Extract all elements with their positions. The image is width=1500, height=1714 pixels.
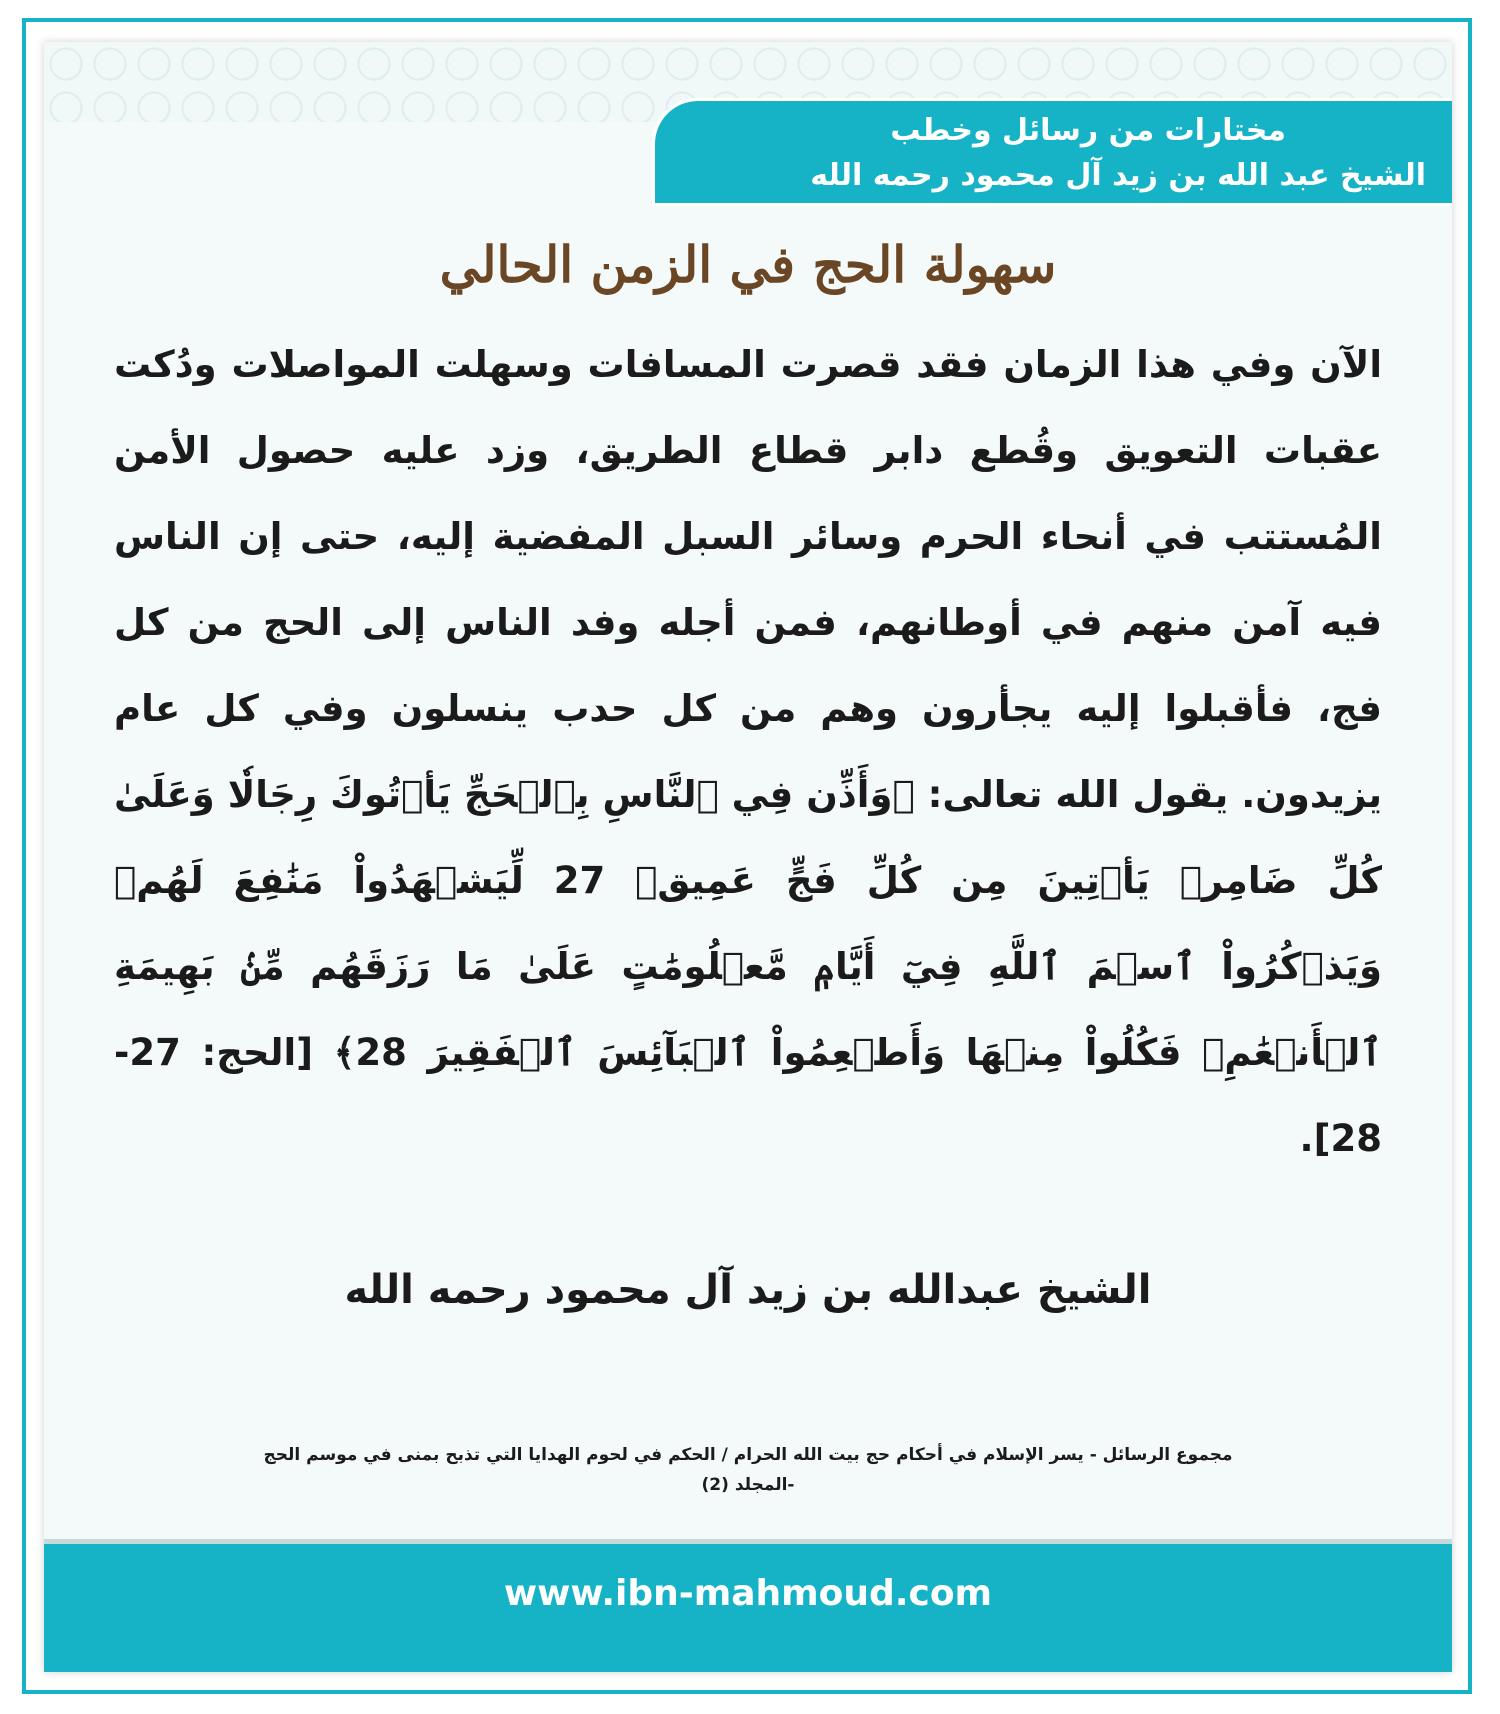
author-signature: الشيخ عبدالله بن زيد آل محمود رحمه الله	[344, 1267, 1152, 1313]
website-link[interactable]: www.ibn-mahmoud.com	[503, 1573, 993, 1614]
footer-bar	[44, 1544, 1452, 1672]
page-title: سهولة الحج في الزمن الحالي	[439, 235, 1057, 294]
series-title: مختارات من رسائل وخطب	[890, 113, 1286, 148]
source-line-2: -المجلد (2)	[701, 1475, 795, 1495]
content-card	[44, 42, 1452, 1672]
source-citation	[134, 1440, 1362, 1500]
body-paragraph: الآن وفي هذا الزمان فقد قصرت المسافات وسهلت المواصلات ودُكت عقبات التعويق وقُطع دابر قطاع الطريق، وزد عليه حصول الأمن المُستتب في أنحاء الحرم وسائر السبل المفضية إليه، حتى إن الناس فيه آمن منهم في أوطانهم، فمن أجله وفد الناس إلى الحج من كل فج، فأقبلوا إليه يجأرون وهم من كل حدب ينسلون وفي كل عام يزيدون. يقول الله تعالى: ﴿وَأَذِّن فِي ٱلنَّاسِ بِٱلۡحَجِّ يَأۡتُوكَ رِجَالٗا وَعَلَىٰ كُلِّ ضَامِرٖ يَأۡتِينَ مِن كُلِّ فَجٍّ عَمِيقٖ 27 لِّيَشۡهَدُواْ مَنَٰفِعَ لَهُمۡ وَيَذۡكُرُواْ ٱسۡمَ ٱللَّهِ فِيٓ أَيَّامٖ مَّعۡلُومَٰتٍ عَلَىٰ مَا رَزَقَهُم مِّنۢ بَهِيمَةِ ٱلۡأَنۡعَٰمِۖ فَكُلُواْ مِنۡهَا وَأَطۡعِمُواْ ٱلۡبَآئِسَ ٱلۡفَقِيرَ 28﴾ [الحج: 27-28].	[114, 343, 1382, 1160]
author-header: الشيخ عبد الله بن زيد آل محمود رحمه الله	[810, 158, 1426, 193]
header-banner	[652, 98, 1452, 206]
source-line-1: مجموع الرسائل - يسر الإسلام في أحكام حج بيت الله الحرام / الحكم في لحوم الهدايا التي تذبح بمنى في موسم الحج	[263, 1445, 1233, 1465]
